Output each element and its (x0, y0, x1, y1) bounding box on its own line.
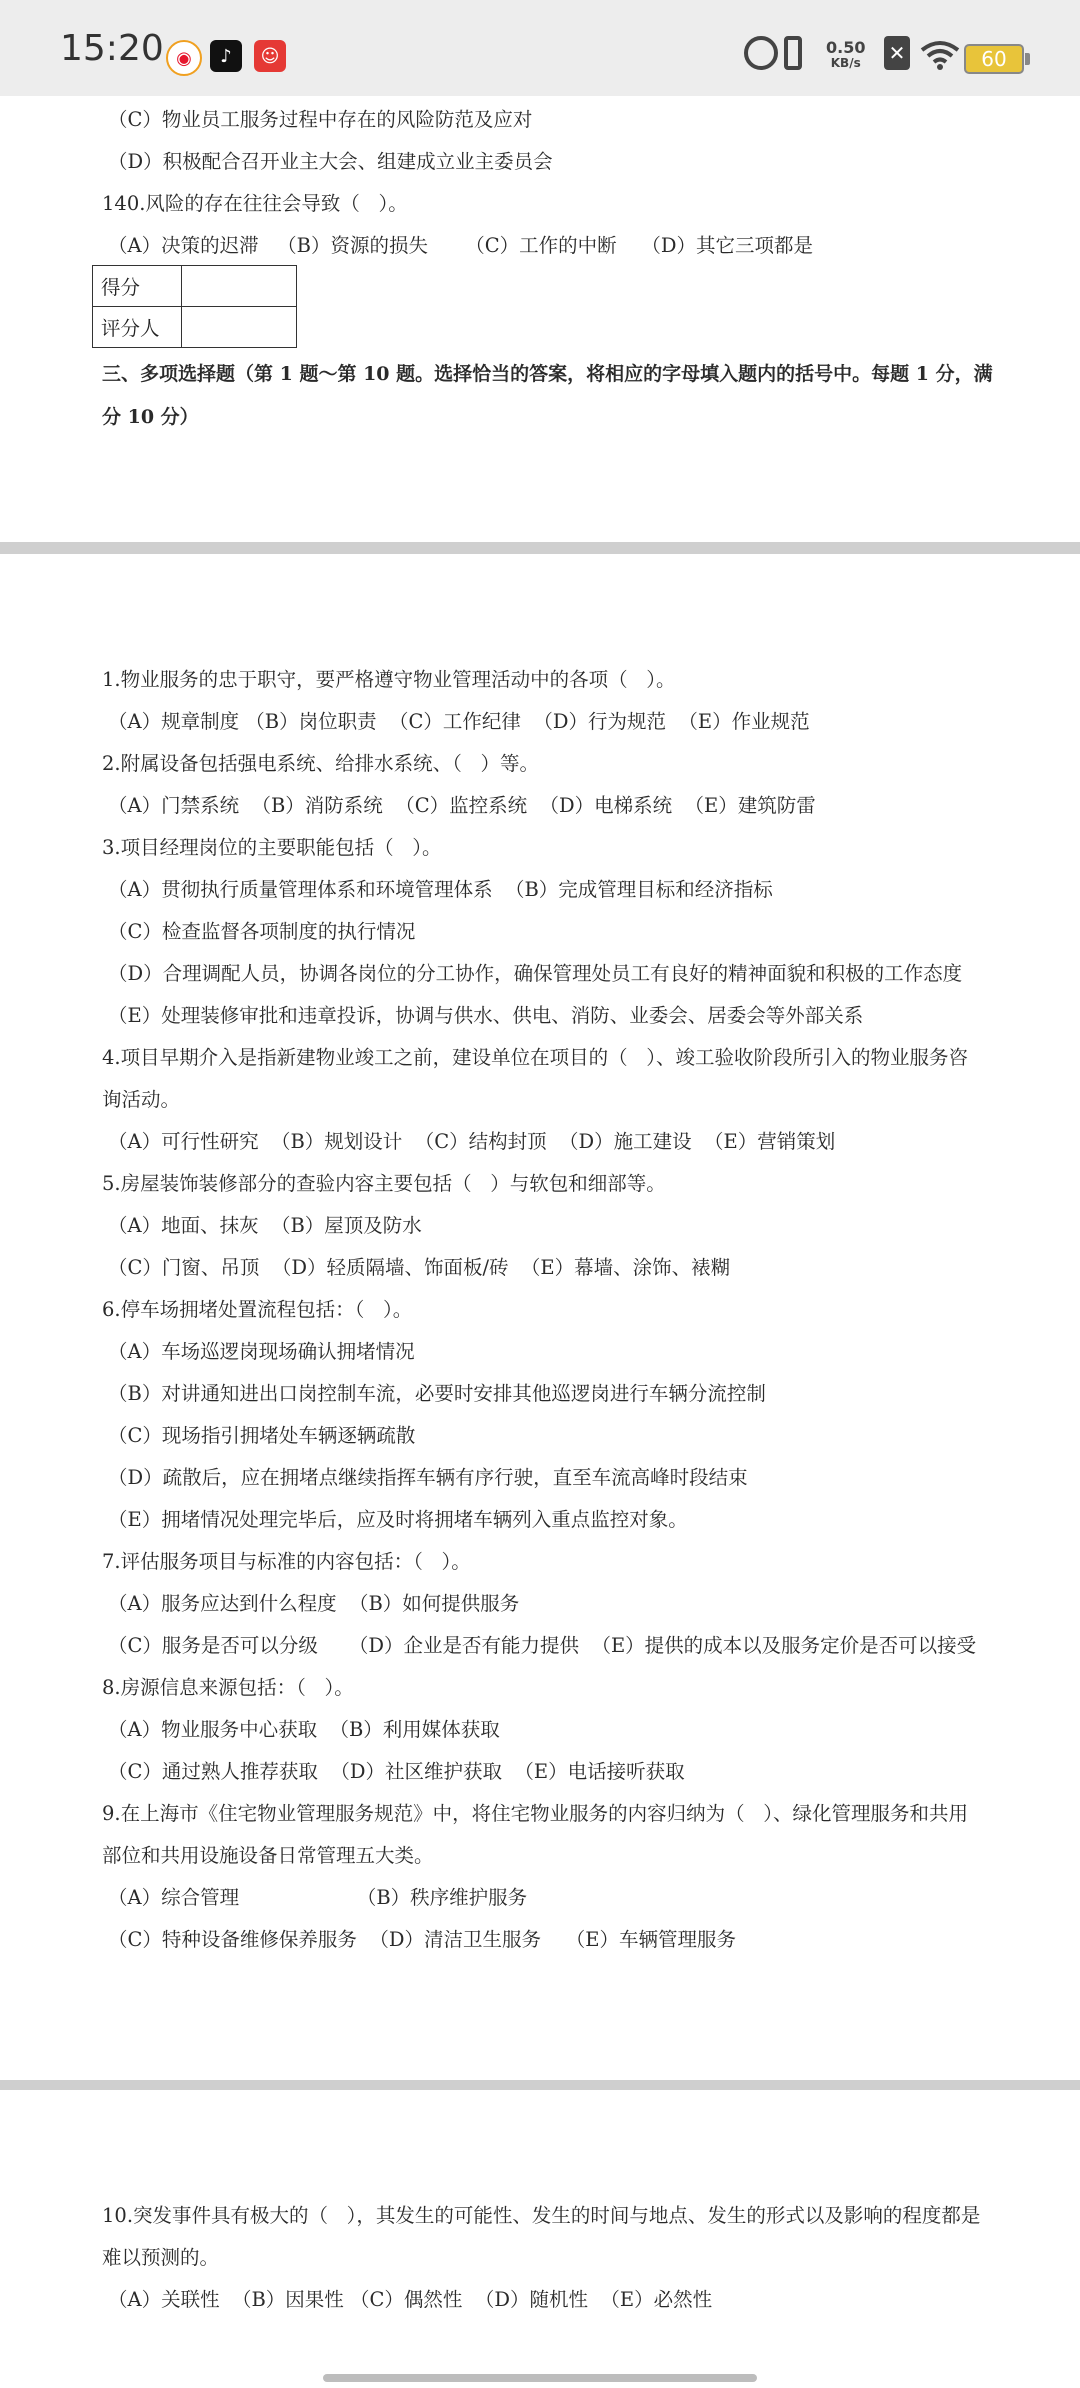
options: （A）物业服务中心获取 （B）利用媒体获取 (108, 1718, 500, 1741)
weibo-icon: ◉ (166, 40, 202, 76)
options: （C）检查监督各项制度的执行情况 (108, 920, 416, 943)
section-title: 三、多项选择题（第 1 题～第 10 题。选择恰当的答案，将相应的字母填入题内的括号中。每题 1 分，满 (102, 363, 993, 385)
options: （E）处理装修审批和违章投诉，协调与供水、供电、消防、业委会、居委会等外部关系 (108, 1004, 864, 1027)
page-separator (0, 2080, 1080, 2090)
text-line: （C）物业员工服务过程中存在的风险防范及应对 (108, 108, 533, 131)
options: （C）门窗、吊顶 （D）轻质隔墙、饰面板/砖 （E）幕墙、涂饰、裱糊 (108, 1256, 731, 1279)
no-sim-icon: ✕ (884, 36, 910, 70)
options: （A）贯彻执行质量管理体系和环境管理体系 （B）完成管理目标和经济指标 (108, 878, 773, 901)
status-bar (0, 0, 1080, 96)
home-indicator[interactable] (323, 2374, 757, 2382)
question-140: 140.风险的存在往往会导致（ ）。 (102, 192, 408, 215)
options: （A）地面、抹灰 （B）屋顶及防水 (108, 1214, 422, 1237)
question-4-cont: 询活动。 (102, 1088, 181, 1111)
score-cell (182, 266, 297, 307)
document-page-3 (0, 2090, 1080, 2380)
app-red-icon: ☺ (254, 40, 286, 72)
question-9-cont: 部位和共用设施设备日常管理五大类。 (102, 1844, 434, 1867)
options: （E）拥堵情况处理完毕后，应及时将拥堵车辆列入重点监控对象。 (108, 1508, 688, 1531)
options: （A）门禁系统 （B）消防系统 （C）监控系统 （D）电梯系统 （E）建筑防雷 (108, 794, 816, 817)
grader-cell (182, 307, 297, 348)
question-7: 7.评估服务项目与标准的内容包括：（ ）。 (102, 1550, 471, 1573)
options: （A）关联性 （B）因果性 （C）偶然性 （D）随机性 （E）必然性 (108, 2288, 713, 2311)
document-page-1 (0, 96, 1080, 542)
question-10: 10.突发事件具有极大的（ ），其发生的可能性、发生的时间与地点、发生的形式以及影响的程度都是 (102, 2204, 981, 2227)
wifi-icon (920, 40, 960, 70)
network-speed-unit: KB/s (830, 56, 861, 70)
score-table (92, 265, 297, 348)
question-2: 2.附属设备包括强电系统、给排水系统、（ ）等。 (102, 752, 539, 775)
options: （A）规章制度 （B）岗位职责 （C）工作纪律 （D）行为规范 （E）作业规范 (108, 710, 810, 733)
question-10-cont: 难以预测的。 (102, 2246, 220, 2269)
question-5: 5.房屋装饰装修部分的查验内容主要包括（ ）与软包和细部等。 (102, 1172, 666, 1195)
question-4: 4.项目早期介入是指新建物业竣工之前，建设单位在项目的（ ）、竣工验收阶段所引入的物业服务咨 (102, 1046, 968, 1069)
battery-icon (964, 44, 1024, 74)
options: （D）疏散后，应在拥堵点继续指挥车辆有序行驶，直至车流高峰时段结束 (108, 1466, 748, 1489)
grader-label: 评分人 (93, 307, 182, 348)
document-page-2 (0, 554, 1080, 2080)
options: （B）对讲通知进出口岗控制车流，必要时安排其他巡逻岗进行车辆分流控制 (108, 1382, 766, 1405)
alarm-icon (744, 36, 778, 70)
question-8: 8.房源信息来源包括：（ ）。 (102, 1676, 354, 1699)
text-line: （A）决策的迟滞 （B）资源的损失 （C）工作的中断 （D）其它三项都是 (108, 234, 814, 257)
section-title-cont: 分 10 分） (102, 406, 199, 428)
question-6: 6.停车场拥堵处置流程包括：（ ）。 (102, 1298, 413, 1321)
options: （A）综合管理 （B）秩序维护服务 (108, 1886, 528, 1909)
network-speed-value: 0.50 (826, 38, 866, 57)
page-separator (0, 542, 1080, 554)
options: （C）特种设备维修保养服务 （D）清洁卫生服务 （E）车辆管理服务 (108, 1928, 736, 1951)
options: （A）服务应达到什么程度 （B）如何提供服务 (108, 1592, 520, 1615)
options: （C）通过熟人推荐获取 （D）社区维护获取 （E）电话接听获取 (108, 1760, 685, 1783)
tiktok-icon: ♪ (210, 40, 242, 72)
options: （A）车场巡逻岗现场确认拥堵情况 (108, 1340, 415, 1363)
text-line: （D）积极配合召开业主大会、组建成立业主委员会 (108, 150, 553, 173)
network-speed (826, 40, 865, 70)
score-label: 得分 (93, 266, 182, 307)
options: （A）可行性研究 （B）规划设计 （C）结构封顶 （D）施工建设 （E）营销策划 (108, 1130, 836, 1153)
question-3: 3.项目经理岗位的主要职能包括（ ）。 (102, 836, 442, 859)
battery-level: 60 (981, 47, 1007, 71)
question-1: 1.物业服务的忠于职守，要严格遵守物业管理活动中的各项（ ）。 (102, 668, 676, 691)
options: （C）现场指引拥堵处车辆逐辆疏散 (108, 1424, 416, 1447)
question-9: 9.在上海市《住宅物业管理服务规范》中，将住宅物业服务的内容归纳为（ ）、绿化管理服务和共用 (102, 1802, 968, 1825)
status-time: 15:20 (60, 28, 164, 69)
options: （D）合理调配人员，协调各岗位的分工协作，确保管理处员工有良好的精神面貌和积极的工作态度 (108, 962, 963, 985)
options: （C）服务是否可以分级 （D）企业是否有能力提供 （E）提供的成本以及服务定价是否可以接受 (108, 1634, 977, 1657)
vibrate-icon (784, 36, 802, 70)
